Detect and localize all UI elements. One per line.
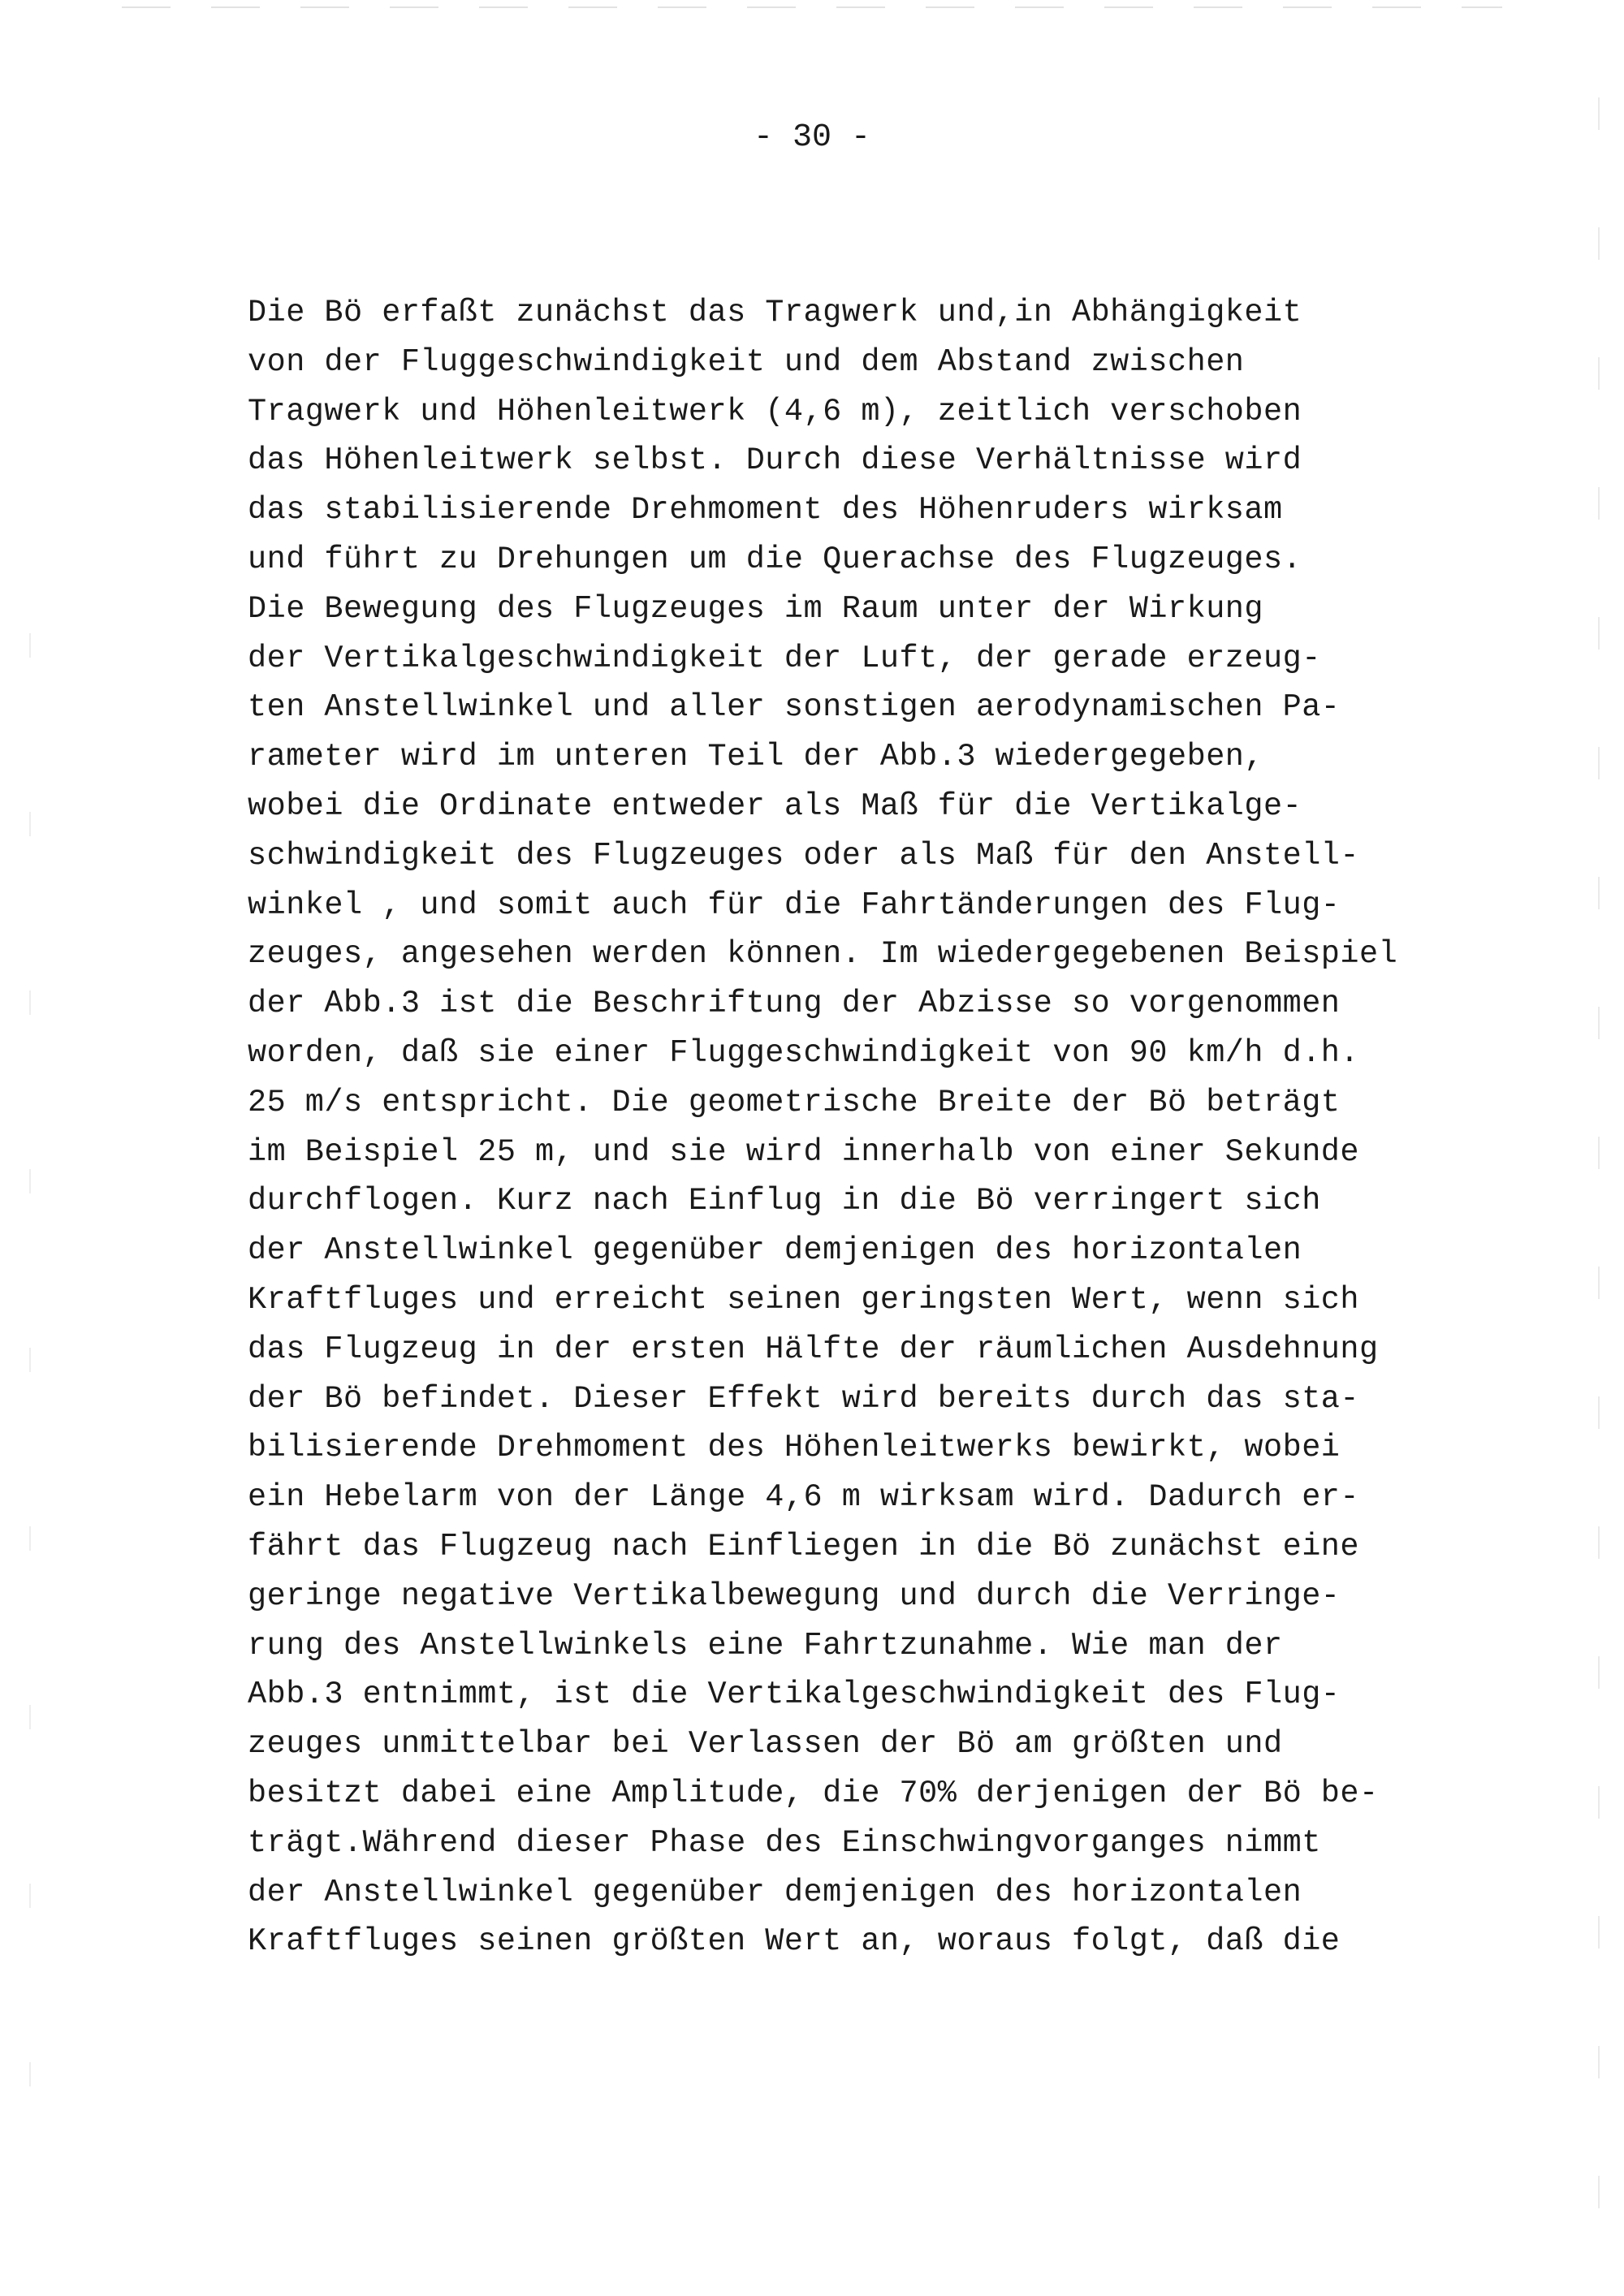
text-line: Abb.3 entnimmt, ist die Vertikalgeschwindigkeit des Flug- <box>248 1677 1341 1713</box>
text-line: ein Hebelarm von der Länge 4,6 m wirksam wird. Dadurch er- <box>248 1479 1360 1516</box>
text-line: rung des Anstellwinkels eine Fahrtzunahme. Wie man der <box>248 1627 1283 1664</box>
text-line: der Anstellwinkel gegenüber demjenigen des horizontalen <box>248 1232 1302 1269</box>
text-line: der Vertikalgeschwindigkeit der Luft, der gerade erzeug- <box>248 640 1321 676</box>
text-line: Die Bö erfaßt zunächst das Tragwerk und,in Abhängigkeit <box>248 295 1302 330</box>
text-line: Kraftfluges und erreicht seinen geringsten Wert, wenn sich <box>248 1281 1360 1318</box>
text-line: worden, daß sie einer Fluggeschwindigkeit von 90 km/h d.h. <box>248 1034 1360 1071</box>
scan-artifact-top <box>122 6 1502 8</box>
text-line: schwindigkeit des Flugzeuges oder als Maß für den Anstell- <box>248 837 1360 874</box>
text-line: winkel , und somit auch für die Fahrtänderungen des Flug- <box>248 887 1341 923</box>
text-line: Tragwerk und Höhenleitwerk (4,6 m), zeitlich verschoben <box>248 393 1302 429</box>
scan-artifact-left <box>29 633 31 2176</box>
text-line: der Bö befindet. Dieser Effekt wird bereits durch das sta- <box>248 1380 1360 1417</box>
text-line: durchflogen. Kurz nach Einflug in die Bö verringert sich <box>248 1183 1321 1219</box>
text-line: fährt das Flugzeug nach Einfliegen in die Bö zunächst eine <box>248 1528 1360 1564</box>
text-line: rameter wird im unteren Teil der Abb.3 wiedergegeben, <box>248 739 1263 775</box>
text-line: geringe negative Vertikalbewegung und durch die Verringe- <box>248 1577 1341 1614</box>
text-line: 25 m/s entspricht. Die geometrische Breite der Bö beträgt <box>248 1084 1341 1120</box>
text-line: bilisierende Drehmoment des Höhenleitwerks bewirkt, wobei <box>248 1430 1341 1466</box>
text-line: zeuges unmittelbar bei Verlassen der Bö am größten und <box>248 1726 1283 1763</box>
text-line: der Anstellwinkel gegenüber demjenigen des horizontalen <box>248 1874 1302 1910</box>
text-line: trägt.Während dieser Phase des Einschwingvorganges nimmt <box>248 1824 1321 1861</box>
text-line: Die Bewegung des Flugzeuges im Raum unter der Wirkung <box>248 590 1263 627</box>
text-line: ten Anstellwinkel und aller sonstigen aerodynamischen Pa- <box>248 689 1341 726</box>
text-line: das stabilisierende Drehmoment des Höhenruders wirksam <box>248 492 1283 529</box>
text-line: von der Fluggeschwindigkeit und dem Abstand zwischen <box>248 343 1245 380</box>
text-line: der Abb.3 ist die Beschriftung der Abzisse so vorgenommen <box>248 986 1341 1022</box>
text-line: Kraftfluges seinen größten Wert an, woraus folgt, daß die <box>248 1923 1341 1960</box>
page-number: - 30 - <box>753 119 871 156</box>
body-paragraph <box>248 288 1466 1966</box>
text-line: und führt zu Drehungen um die Querachse des Flugzeuges. <box>248 541 1302 577</box>
text-line: das Flugzeug in der ersten Hälfte der räumlichen Ausdehnung <box>248 1331 1379 1367</box>
text-line: besitzt dabei eine Amplitude, die 70% derjenigen der Bö be- <box>248 1775 1379 1811</box>
scan-artifact-right <box>1598 97 1600 2208</box>
text-line: zeuges, angesehen werden können. Im wiedergegebenen Beispiel <box>248 936 1398 973</box>
text-line: wobei die Ordinate entweder als Maß für die Vertikalge- <box>248 788 1302 824</box>
text-line: das Höhenleitwerk selbst. Durch diese Verhältnisse wird <box>248 442 1302 479</box>
text-line: im Beispiel 25 m, und sie wird innerhalb von einer Sekunde <box>248 1133 1360 1170</box>
